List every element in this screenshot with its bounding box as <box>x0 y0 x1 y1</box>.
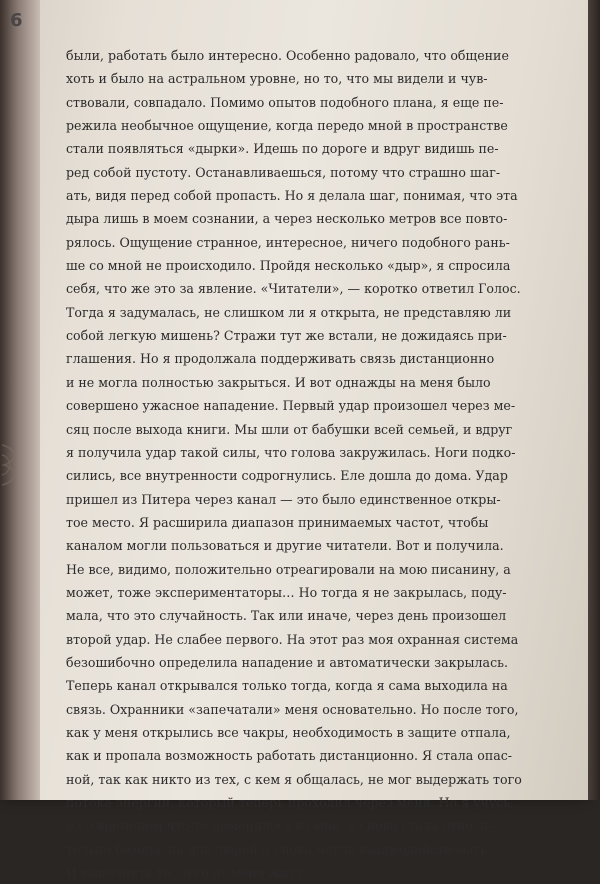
text-line: я получила удар такой силы, что голова закружилась. Ноги подко- <box>66 444 516 460</box>
text-line: ать, видя перед собой пропасть. Но я делала шаг, понимая, что эта <box>66 188 518 204</box>
page-curl-shadow <box>0 0 40 800</box>
text-line: глашения. Но я продолжала поддерживать связь дистанционно <box>66 351 495 367</box>
text-line: И выполнять то, чего от меня ждут. <box>66 865 307 881</box>
text-line: режила необычное ощущение, когда передо мной в пространстве <box>66 118 508 134</box>
text-line: стали появляться «дырки». Идешь по дороге и вдруг видишь пе- <box>66 141 499 157</box>
text-line: потока энергии, который теперь проходил через меня. Но я учусь, <box>66 795 515 810</box>
text-line: ше со мной не происходило. Пройдя несколько «дыр», я спросила <box>66 258 511 274</box>
text-line: как у меня открылись все чакры, необходимость в защите отпала, <box>66 724 511 740</box>
text-line: дыра лишь в моем сознании, а через несколько метров все повто- <box>66 211 508 227</box>
text-line: ной, так как никто из тех, с кем я общалась, не мог выдержать того <box>66 771 522 787</box>
text-line: Тогда я задумалась, не слишком ли я открыта, не представляю ли <box>66 304 512 320</box>
text-line: хоть и было на астральном уровне, но то, что мы видели и чув- <box>66 71 488 87</box>
text-line: совершено ужасное нападение. Первый удар произошел через ме- <box>66 398 516 414</box>
text-line: безошибочно определила нападение и автоматически закрылась. <box>66 654 508 670</box>
book-edge <box>588 0 600 800</box>
text-line: рялось. Ощущение странное, интересное, ничего подобного рань- <box>66 234 510 250</box>
text-line: ствовали, совпадало. Помимо опытов подобного плана, я еще пе- <box>66 94 504 110</box>
text-line: тое место. Я расширила диапазон принимаемых частот, чтобы <box>66 514 489 530</box>
text-line: Не все, видимо, положительно отреагировали на мою писанину, а <box>66 561 511 577</box>
text-line: может, тоже экспериментаторы… Но тогда я не закрылась, поду- <box>66 584 507 600</box>
text-line: Теперь канал открывался только тогда, когда я сама выходила на <box>66 678 508 694</box>
text-line: как и пропала возможность работать дистанционно. Я стала опас- <box>66 748 513 764</box>
text-line: второй удар. Не слабее первого. На этот раз моя охранная система <box>66 631 519 647</box>
text-line: и со временем что-то поменялось во мне, я снова стала относи- <box>66 818 493 834</box>
text-line: были, работать было интересно. Особенно радовало, что общение <box>66 48 509 63</box>
text-line: сились, все внутренности содрогнулись. Еле дошла до дома. Удар <box>66 468 508 484</box>
body-text <box>66 44 522 884</box>
text-line: собой легкую мишень? Стражи тут же встали, не дожидаясь при- <box>66 328 507 344</box>
text-line: пришел из Питера через канал — это было единственное откры- <box>66 491 501 507</box>
page-number: 6 <box>10 10 23 31</box>
celtic-knot-ornament-icon <box>0 435 22 495</box>
text-line: сяц после выхода книги. Мы шли от бабушки всей семьей, и вдруг <box>66 421 513 437</box>
text-line: ред собой пустоту. Останавливаешься, потому что страшно шаг- <box>66 164 501 180</box>
text-line: и не могла полностью закрыться. И вот однажды на меня было <box>66 374 491 390</box>
text-line: связь. Охранники «запечатали» меня основательно. Но после того, <box>66 701 519 717</box>
text-line: каналом могли пользоваться и другие читатели. Вот и получила. <box>66 538 504 554</box>
text-line: мала, что это случайность. Так или иначе, через день произошел <box>66 608 507 624</box>
text-line: тельно безопасна для людей и снова могла взаимодействовать. <box>66 841 492 857</box>
text-line: себя, что же это за явление. «Читатели», — коротко ответил Голос. <box>66 281 521 297</box>
